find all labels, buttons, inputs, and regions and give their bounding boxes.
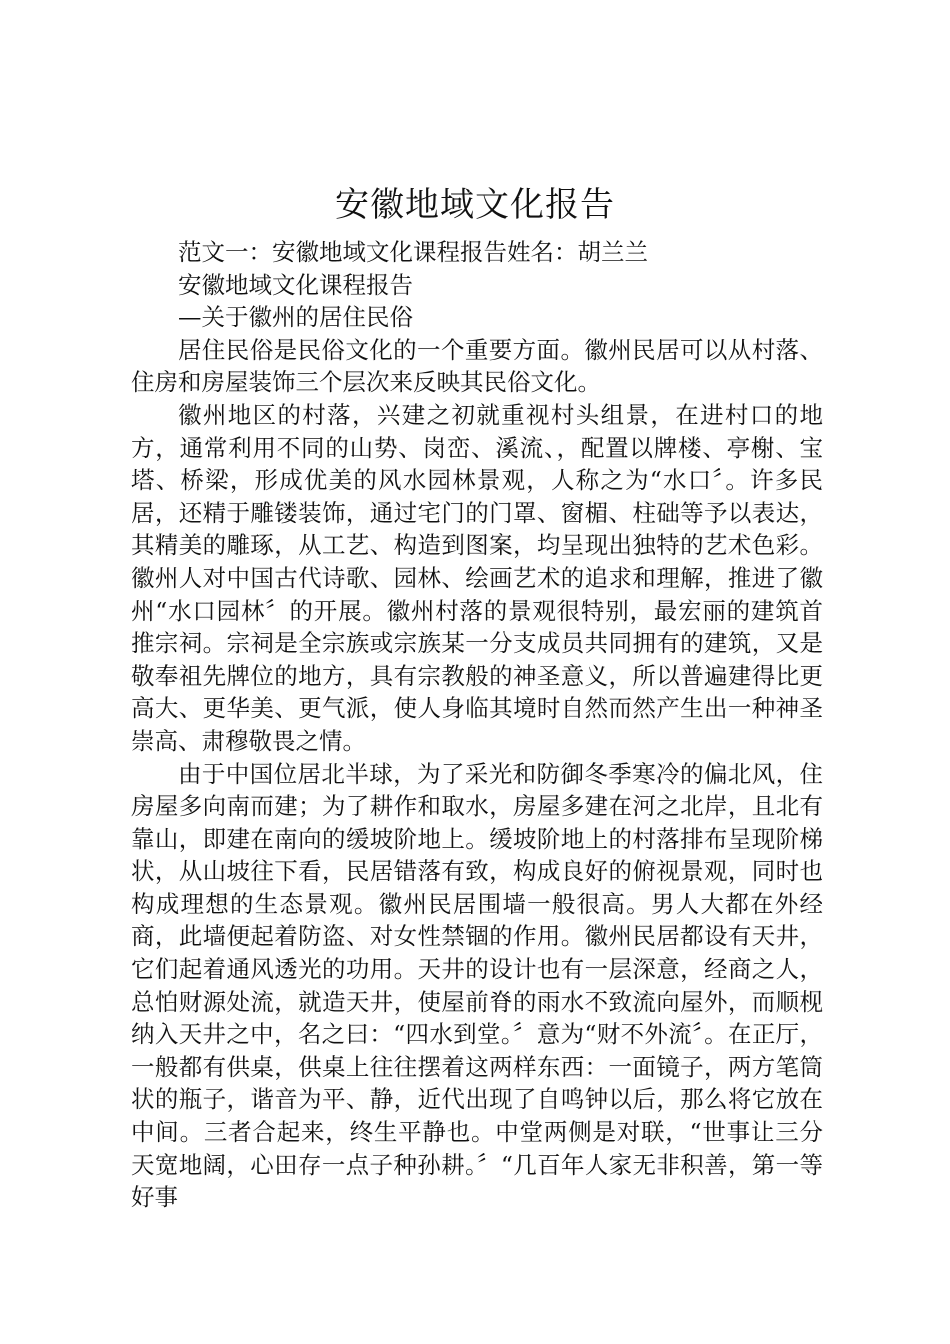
header-line-author: 范文一：安徽地域文化课程报告姓名：胡兰兰 xyxy=(178,238,648,266)
paragraph-village: 徽州地区的村落，兴建之初就重视村头组景，在进村口的地方，通常利用不同的山势、岗峦、溪流、，配置以牌楼、亭榭、宝塔、桥梁，形成优美的风水园林景观，人称之为“水口〞。许多民居，还精于雕镂装饰，通过宅门的门罩、窗楣、柱础等予以表达，其精美的雕琢，从工艺、构造到图案，均呈现出独特的艺术色彩。徽州人对中国古代诗歌、园林、绘画艺术的追求和理解，推进了徽州“水口园林〞的开展。徽州村落的景观很特别，最宏丽的建筑首推宗祠。宗祠是全宗族或宗族某一分支成员共同拥有的建筑，又是敬奉祖先牌位的地方，具有宗教般的神圣意义，所以普遍建得比更高大、更华美、更气派，使人身临其境时自然而然产生出一种神圣崇高、肃穆敬畏之情。 xyxy=(131,400,823,755)
header-line-subtitle: —关于徽州的居住民俗 xyxy=(178,303,413,332)
paragraph-intro: 居住民俗是民俗文化的一个重要方面。徽州民居可以从村落、住房和房屋装饰三个层次来反映其民俗文化。 xyxy=(131,335,823,397)
document-title: 安徽地域文化报告 xyxy=(335,185,615,225)
header-line-course: 安徽地域文化课程报告 xyxy=(178,270,413,299)
document-body xyxy=(131,236,823,1214)
paragraph-housing: 由于中国位居北半球，为了采光和防御冬季寒冷的偏北风，住房屋多向南而建；为了耕作和取水，房屋多建在河之北岸，且北有靠山，即建在南向的缓坡阶地上。缓坡阶地上的村落排布呈现阶梯状，从山坡往下看，民居错落有致，构成良好的俯视景观，同时也构成理想的生态景观。徽州民居围墙一般很高。男人大都在外经商，此墙便起着防盗、对女性禁锢的作用。徽州民居都设有天井，它们起着通风透光的功用。天井的设计也有一层深意，经商之人，总怕财源处流，就造天井，使屋前脊的雨水不致流向屋外，而顺枧纳入天井之中，名之曰：“四水到堂。〞意为“财不外流〞。在正厅，一般都有供桌，供桌上往往摆着这两样东西：一面镜子，两方笔筒状的瓶子，谐音为平、静，近代出现了自鸣钟以后，那么将它放在中间。三者合起来，终生平静也。中堂两侧是对联，“世事让三分天宽地阔，心田存一点子种孙耕。〞“几百年人家无非积善，第一等好事 xyxy=(131,759,823,1212)
